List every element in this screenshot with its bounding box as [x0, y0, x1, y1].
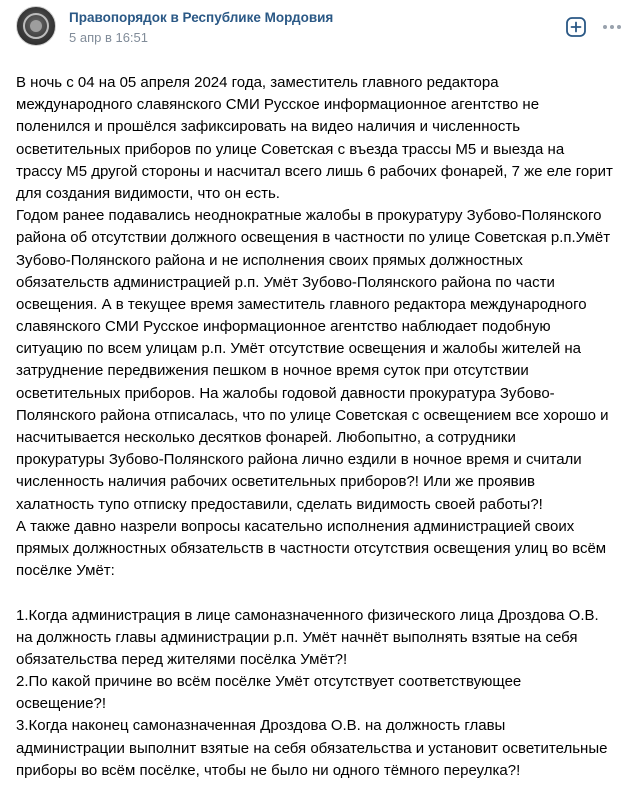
post-text-line: администрации выполнит взятые на себя обязательства и установит осветительные: [16, 739, 608, 757]
post-text-line: приборы во всём посёлке, чтобы не было ни одного тёмного переулка?!: [16, 761, 521, 779]
post-text-line: обязательств администрацией р.п. Умёт Зубово-Полянского района по части: [16, 273, 555, 291]
post-text-line: 1.Когда администрация в лице самоназначенного физического лица Дроздова О.В.: [16, 606, 599, 624]
post-text-line: затруднение передвижения пешком в ночное время суток при отсутствии: [16, 362, 529, 380]
post-text-line: Годом ранее подавались неоднократные жалобы в прокуратуру Зубово-Полянского: [16, 207, 602, 225]
post-text-line: района об отсутствии должного освещения в частности по улице Советская р.п.Умёт: [16, 229, 611, 247]
post-text-line: В ночь с 04 на 05 апреля 2024 года, заместитель главного редактора: [16, 74, 499, 91]
post-text-line: А также давно назрели вопросы касательно исполнения администрацией своих: [16, 517, 575, 535]
post-text-line: численность наличия рабочих осветительных приборов?! Или же проявив: [16, 473, 536, 491]
post-author-link[interactable]: Правопорядок в Республике Мордовия: [69, 10, 334, 25]
post-text-line: посёлке Умёт:: [16, 562, 115, 580]
post-text-line: прямых должностных обязательств в частности отсутствия освещения улиц во всём: [16, 539, 607, 557]
post-text-line: для создания видимости, что он есть.: [16, 184, 280, 202]
post-text-line: 3.Когда наконец самоназначенная Дроздова О.В. на должность главы: [16, 717, 506, 735]
community-avatar[interactable]: [16, 6, 56, 46]
post-text-line: насчитывается несколько десятков фонарей. Любопытно, а сотрудники: [16, 429, 516, 446]
post-text-line: осветительных приборов по улице Советская с въезда трассы М5 и выезда на: [16, 140, 565, 158]
post-text-line: поленился и прошёлся зафиксировать на видео наличия и численность: [16, 118, 521, 136]
avatar-emblem-center: [30, 20, 42, 32]
post-text-line: международного славянского СМИ Русское информационное агентство не: [16, 96, 540, 114]
post-text-line: [16, 582, 624, 604]
plus-square-icon[interactable]: [565, 16, 587, 38]
post-text-line: освещение?!: [16, 695, 107, 713]
post-text-line: обязательства перед жителями посёлка Умёт?!: [16, 650, 348, 668]
post-date-link[interactable]: 5 апр в 16:51: [69, 30, 149, 45]
post-text-line: славянского СМИ Русское информационное агентство наблюдает подобную: [16, 318, 551, 336]
post-text-line: освещения. А в текущее время заместитель главного редактора международного: [16, 295, 587, 313]
post-text-line: ситуацию по всем улицам р.п. Умёт отсутствие освещения и жалобы жителей на: [16, 340, 582, 358]
post-text-line: осветительных приборов. На жалобы годовой давности прокуратура Зубово-: [16, 384, 555, 402]
post-text-line: Зубово-Полянского района и не исполнения своих прямых должностных: [16, 251, 523, 269]
post-text-line: халатность тупо отписку предоставили, сделать видимость своей работы?!: [16, 495, 543, 513]
more-horizontal-icon[interactable]: [600, 16, 624, 38]
post-header: [0, 0, 638, 60]
post-text-line: Полянского района отписалась, что по улице Советская с освещением все хорошо и: [16, 406, 609, 424]
post-text-line: 2.По какой причине во всём посёлке Умёт отсутствует соответствующее: [16, 673, 522, 691]
post-text-line: на должность главы администрации р.п. Умёт начнёт выполнять взятые на себя: [16, 628, 578, 646]
post-text: [16, 72, 624, 782]
post-text-line: трассу М5 другой стороны и насчитал всего лишь 6 рабочих фонарей, 7 же еле горит: [16, 162, 613, 180]
post-text-line: прокуратуры Зубово-Полянского района лично ездили в ночное время и считали: [16, 451, 582, 469]
